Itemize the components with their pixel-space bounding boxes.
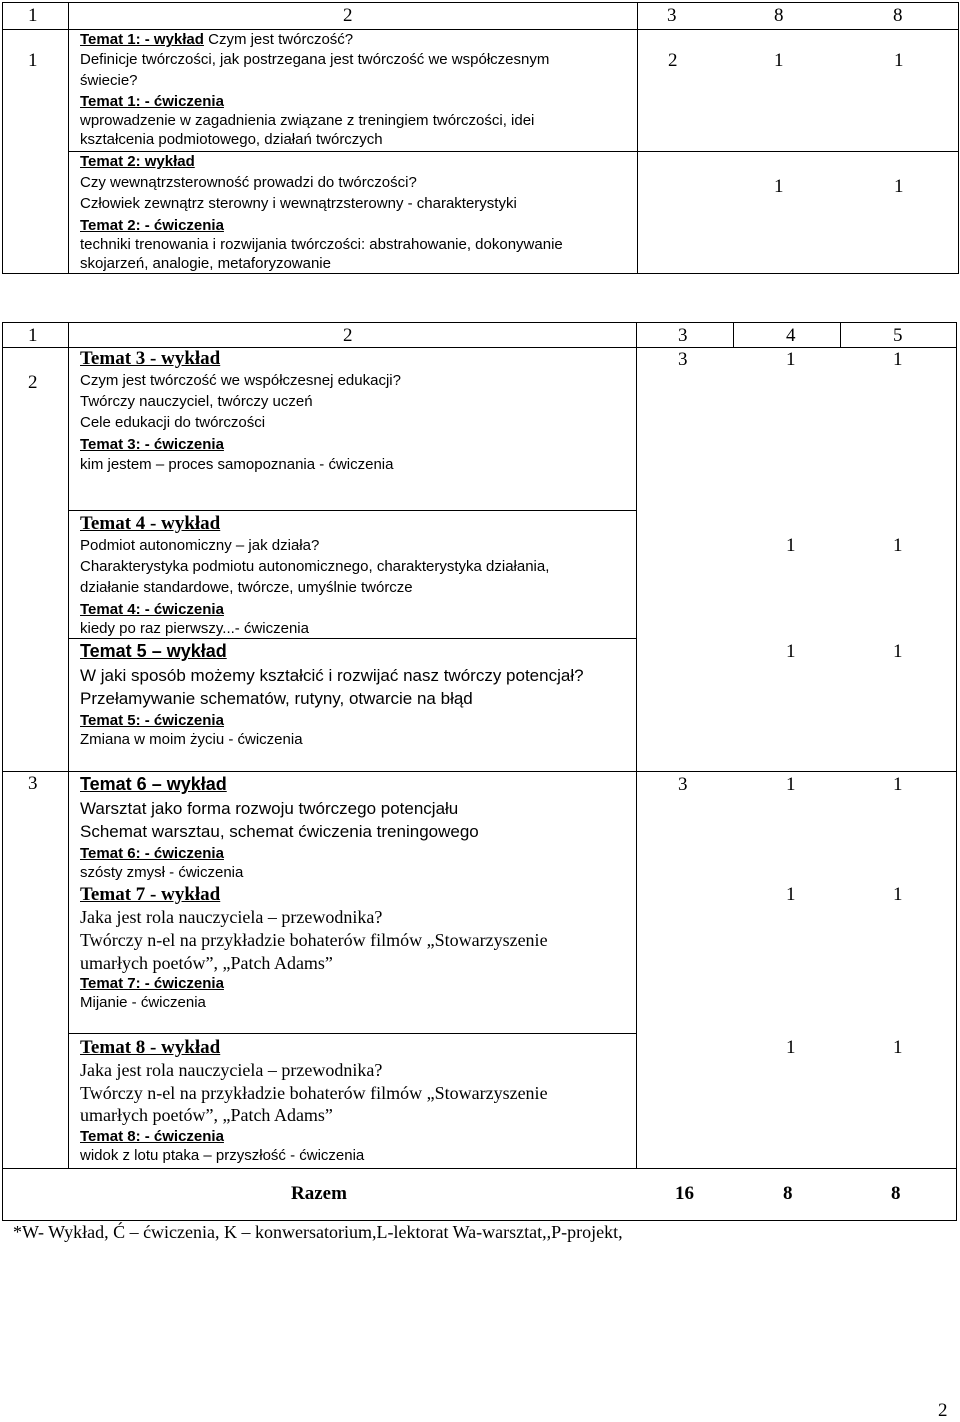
topic-6-hours-total: 3 [678,774,688,795]
table-1-border-left [2,2,3,274]
topic-3-hours-lecture: 1 [786,349,796,370]
topic-2-line: Czy wewnątrzsterowność prowadzi do twórczości? [80,174,417,191]
topic-5-line: Przełamywanie schematów, rutyny, otwarcie na błąd [80,689,473,708]
topic-1-hours-exercise: 1 [894,50,904,71]
topic-7-exercise-line: Mijanie - ćwiczenia [80,994,206,1011]
topic-3-lecture-title: Temat 3 - wykład [80,348,221,369]
topic-6-line: Schemat warsztau, schemat ćwiczenia treningowego [80,822,479,841]
table-1-col-divider-1 [68,2,69,274]
topic-1-exercise-line: wprowadzenie w zagadnienia związane z treningiem twórczości, idei [80,112,535,129]
topic-3-line: Czym jest twórczość we współczesnej edukacji? [80,372,401,389]
topic-8-lecture-title: Temat 8 - wykład [80,1037,221,1058]
topic-4-line: działanie standardowe, twórcze, umyślnie twórcze [80,579,413,596]
topic-4-line: Podmiot autonomiczny – jak działa? [80,537,320,554]
topic-3-hours-total: 3 [678,349,688,370]
topic-6-hours-lecture: 1 [786,774,796,795]
topic-4-hours-exercise: 1 [893,535,903,556]
topic-7-line: Jaka jest rola nauczyciela – przewodnika? [80,907,383,927]
topic-1-exercise-line: kształcenia podmiotowego, działań twórczych [80,131,383,148]
topic-2-hours-exercise: 1 [894,176,904,197]
table-2-col-divider-3 [733,322,734,348]
table-2-header-col-1: 1 [28,325,38,346]
table-2-border-top [2,322,956,323]
topic-5-hours-lecture: 1 [786,641,796,662]
topic-6-hours-exercise: 1 [893,774,903,795]
total-hours-exercise: 8 [891,1183,901,1204]
table-1-header-col-2: 2 [343,5,353,26]
topic-1-lecture-title: Temat 1: - wykład [80,31,204,48]
table-2-border-left [2,322,3,1221]
table-1-border-right [958,2,959,274]
topic-1-lecture-topic: Czym jest twórczość? [203,31,354,48]
topic-4-exercise-title: Temat 4: - ćwiczenia [80,601,224,618]
total-label: Razem [291,1183,347,1204]
topic-8-exercise-line: widok z lotu ptaka – przyszłość - ćwiczenia [80,1147,365,1164]
footnote-legend: *W- Wykład, Ć – ćwiczenia, K – konwersatorium,L-lektorat Wa-warsztat,,P-projekt, [13,1222,623,1242]
topic-2-exercise-line: skojarzeń, analogie, metaforyzowanie [80,255,331,272]
table-1-header-col-5: 8 [893,5,903,26]
table-1-row-divider [68,151,958,152]
table-1-header-col-1: 1 [28,5,38,26]
topic-5-exercise-title: Temat 5: - ćwiczenia [80,712,224,729]
table-2-header-col-2: 2 [343,325,353,346]
topic-5-exercise-line: Zmiana w moim życiu - ćwiczenia [80,731,303,748]
topic-2-exercise-line: techniki trenowania i rozwijania twórczości: abstrahowanie, dokonywanie [80,236,563,253]
topic-8-hours-exercise: 1 [893,1037,903,1058]
table-2-col-divider-1 [68,322,69,1169]
topic-5-lecture-title: Temat 5 – wykład [80,641,227,661]
topic-6-line: Warsztat jako forma rozwoju twórczego potencjału [80,799,459,818]
table-2-header-col-5: 5 [893,325,903,346]
topic-1-heading [80,30,353,50]
topic-8-line: umarłych poetów”, „Patch Adams” [80,1105,333,1125]
topic-3-line: Twórczy nauczyciel, twórczy uczeń [80,393,313,410]
topic-7-hours-lecture: 1 [786,884,796,905]
topic-3-exercise-line: kim jestem – proces samopoznania - ćwiczenia [80,456,394,473]
topic-6-exercise-title: Temat 6: - ćwiczenia [80,845,224,862]
table-2-row-number-3: 3 [28,773,38,794]
topic-3-line: Cele edukacji do twórczości [80,414,266,431]
table-2-border-right [956,322,957,1221]
topic-5-hours-exercise: 1 [893,641,903,662]
topic-7-hours-exercise: 1 [893,884,903,905]
topic-3-hours-exercise: 1 [893,349,903,370]
topic-7-line: umarłych poetów”, „Patch Adams” [80,953,333,973]
total-hours-lecture: 8 [783,1183,793,1204]
topic-2-lecture-title: Temat 2: wykład [80,153,195,170]
table-1-header-col-4: 8 [774,5,784,26]
topic-8-line: Jaka jest rola nauczyciela – przewodnika? [80,1060,383,1080]
topic-1-line: świecie? [80,72,138,89]
topic-8-exercise-title: Temat 8: - ćwiczenia [80,1128,224,1145]
topic-6-exercise-line: szósty zmysł - ćwiczenia [80,864,244,881]
table-1-header-col-3: 3 [667,5,677,26]
topic-2-exercise-title: Temat 2: - ćwiczenia [80,217,224,234]
topic-1-line: Definicje twórczości, jak postrzegana jest twórczość we współczesnym [80,51,550,68]
table-2-divider-total [2,1168,956,1169]
topic-7-line: Twórczy n-el na przykładzie bohaterów filmów „Stowarzyszenie [80,930,548,950]
topic-7-lecture-title: Temat 7 - wykład [80,884,221,905]
table-2-row-number-2: 2 [28,372,38,393]
topic-6-lecture-title: Temat 6 – wykład [80,774,227,794]
topic-5-line: W jaki sposób możemy kształcić i rozwijać nasz twórczy potencjał? [80,666,584,685]
table-1-row-number: 1 [28,50,38,71]
table-1-col-divider-2 [637,2,638,274]
table-2-col-divider-4 [840,322,841,348]
topic-7-exercise-title: Temat 7: - ćwiczenia [80,975,224,992]
table-2-divider-topic-8 [68,1033,636,1034]
topic-4-hours-lecture: 1 [786,535,796,556]
page-number: 2 [938,1400,948,1421]
table-2-divider-topic-4 [68,510,636,511]
table-1-border-top [2,2,958,3]
topic-8-hours-lecture: 1 [786,1037,796,1058]
topic-8-line: Twórczy n-el na przykładzie bohaterów filmów „Stowarzyszenie [80,1083,548,1103]
topic-3-exercise-title: Temat 3: - ćwiczenia [80,436,224,453]
table-2-col-divider-2 [636,322,637,1169]
topic-1-exercise-title: Temat 1: - ćwiczenia [80,93,224,110]
topic-1-hours-lecture: 1 [774,50,784,71]
topic-4-lecture-title: Temat 4 - wykład [80,513,221,534]
topic-4-exercise-line: kiedy po raz pierwszy...- ćwiczenia [80,620,309,637]
topic-2-line: Człowiek zewnątrz sterowny i wewnątrzsterowny - charakterystyki [80,195,517,212]
topic-4-line: Charakterystyka podmiotu autonomicznego, charakterystyka działania, [80,558,550,575]
table-2-header-col-3: 3 [678,325,688,346]
table-2-header-col-4: 4 [786,325,796,346]
topic-1-hours-total: 2 [668,50,678,71]
table-2-divider-row-3 [2,771,956,772]
topic-2-hours-lecture: 1 [774,176,784,197]
total-hours-all: 16 [675,1183,694,1204]
